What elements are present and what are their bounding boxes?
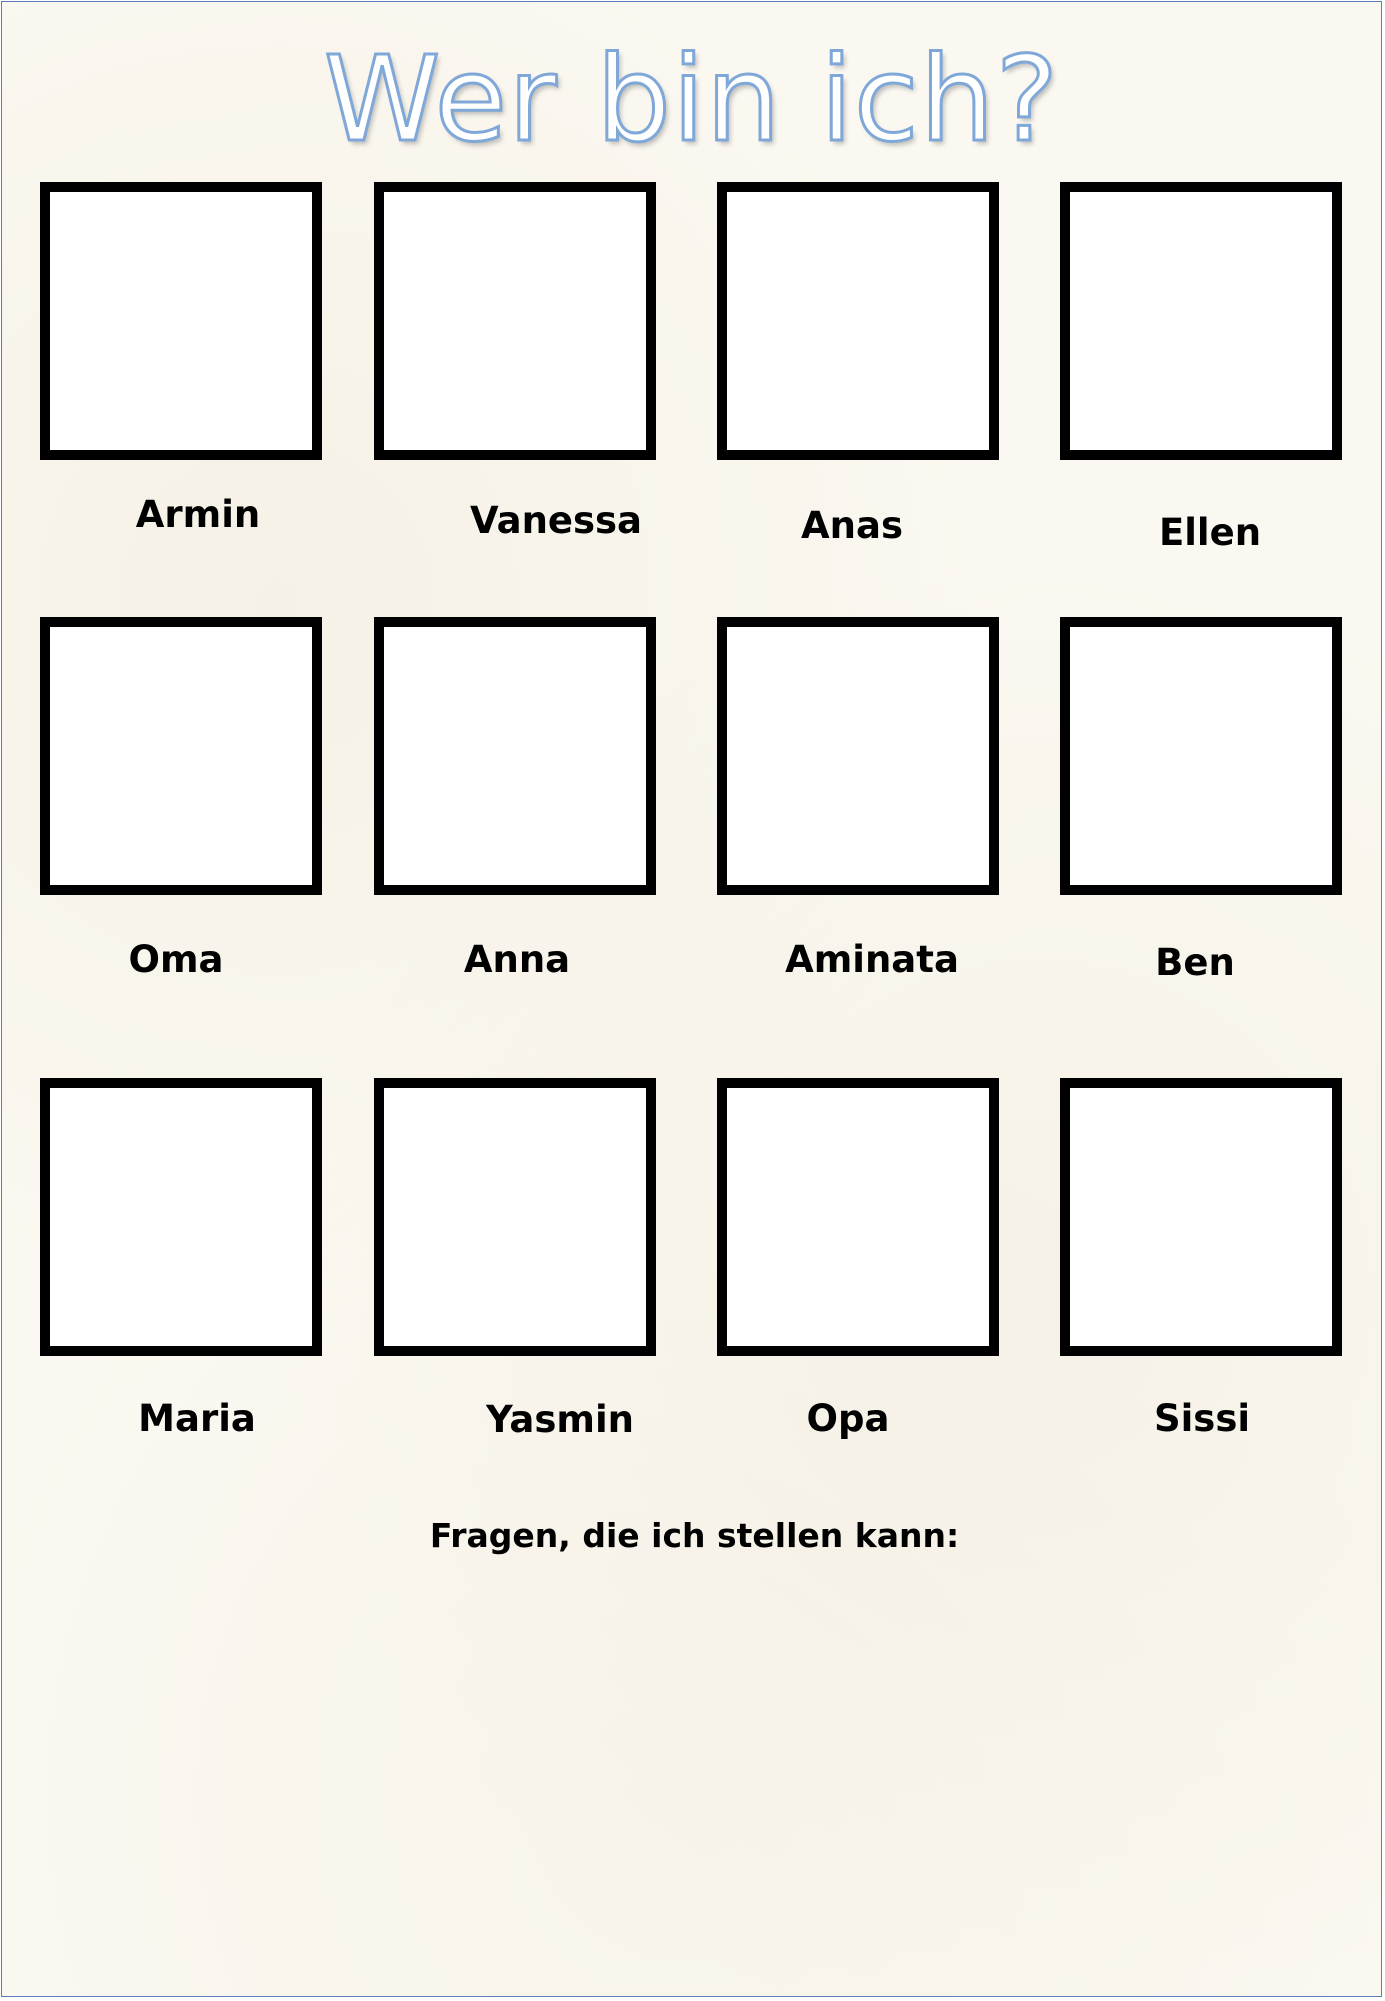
picture-frame-anas <box>717 182 999 460</box>
picture-frame-ellen <box>1060 182 1342 460</box>
picture-frame-maria <box>40 1078 322 1356</box>
picture-frame-yasmin <box>374 1078 656 1356</box>
name-label-opa: Opa <box>806 1397 890 1440</box>
picture-frame-ben <box>1060 617 1342 895</box>
picture-frame-opa <box>717 1078 999 1356</box>
picture-frame-armin <box>40 182 322 460</box>
name-label-anna: Anna <box>463 938 571 981</box>
page-title: Wer bin ich? <box>323 30 1060 168</box>
worksheet-page <box>1 1 1382 1997</box>
questions-prompt: Fragen, die ich stellen kann: <box>429 1516 960 1555</box>
name-label-armin: Armin <box>135 493 261 536</box>
name-label-yasmin: Yasmin <box>486 1398 634 1441</box>
picture-frame-oma <box>40 617 322 895</box>
name-label-vanessa: Vanessa <box>469 499 643 542</box>
name-label-oma: Oma <box>128 938 224 981</box>
name-label-aminata: Aminata <box>785 938 959 981</box>
picture-frame-vanessa <box>374 182 656 460</box>
name-label-maria: Maria <box>138 1397 256 1440</box>
picture-frame-sissi <box>1060 1078 1342 1356</box>
name-label-ellen: Ellen <box>1158 511 1262 554</box>
name-label-ben: Ben <box>1155 941 1235 984</box>
picture-frame-aminata <box>717 617 999 895</box>
name-label-sissi: Sissi <box>1153 1397 1251 1440</box>
picture-frame-anna <box>374 617 656 895</box>
name-label-anas: Anas <box>801 504 903 547</box>
